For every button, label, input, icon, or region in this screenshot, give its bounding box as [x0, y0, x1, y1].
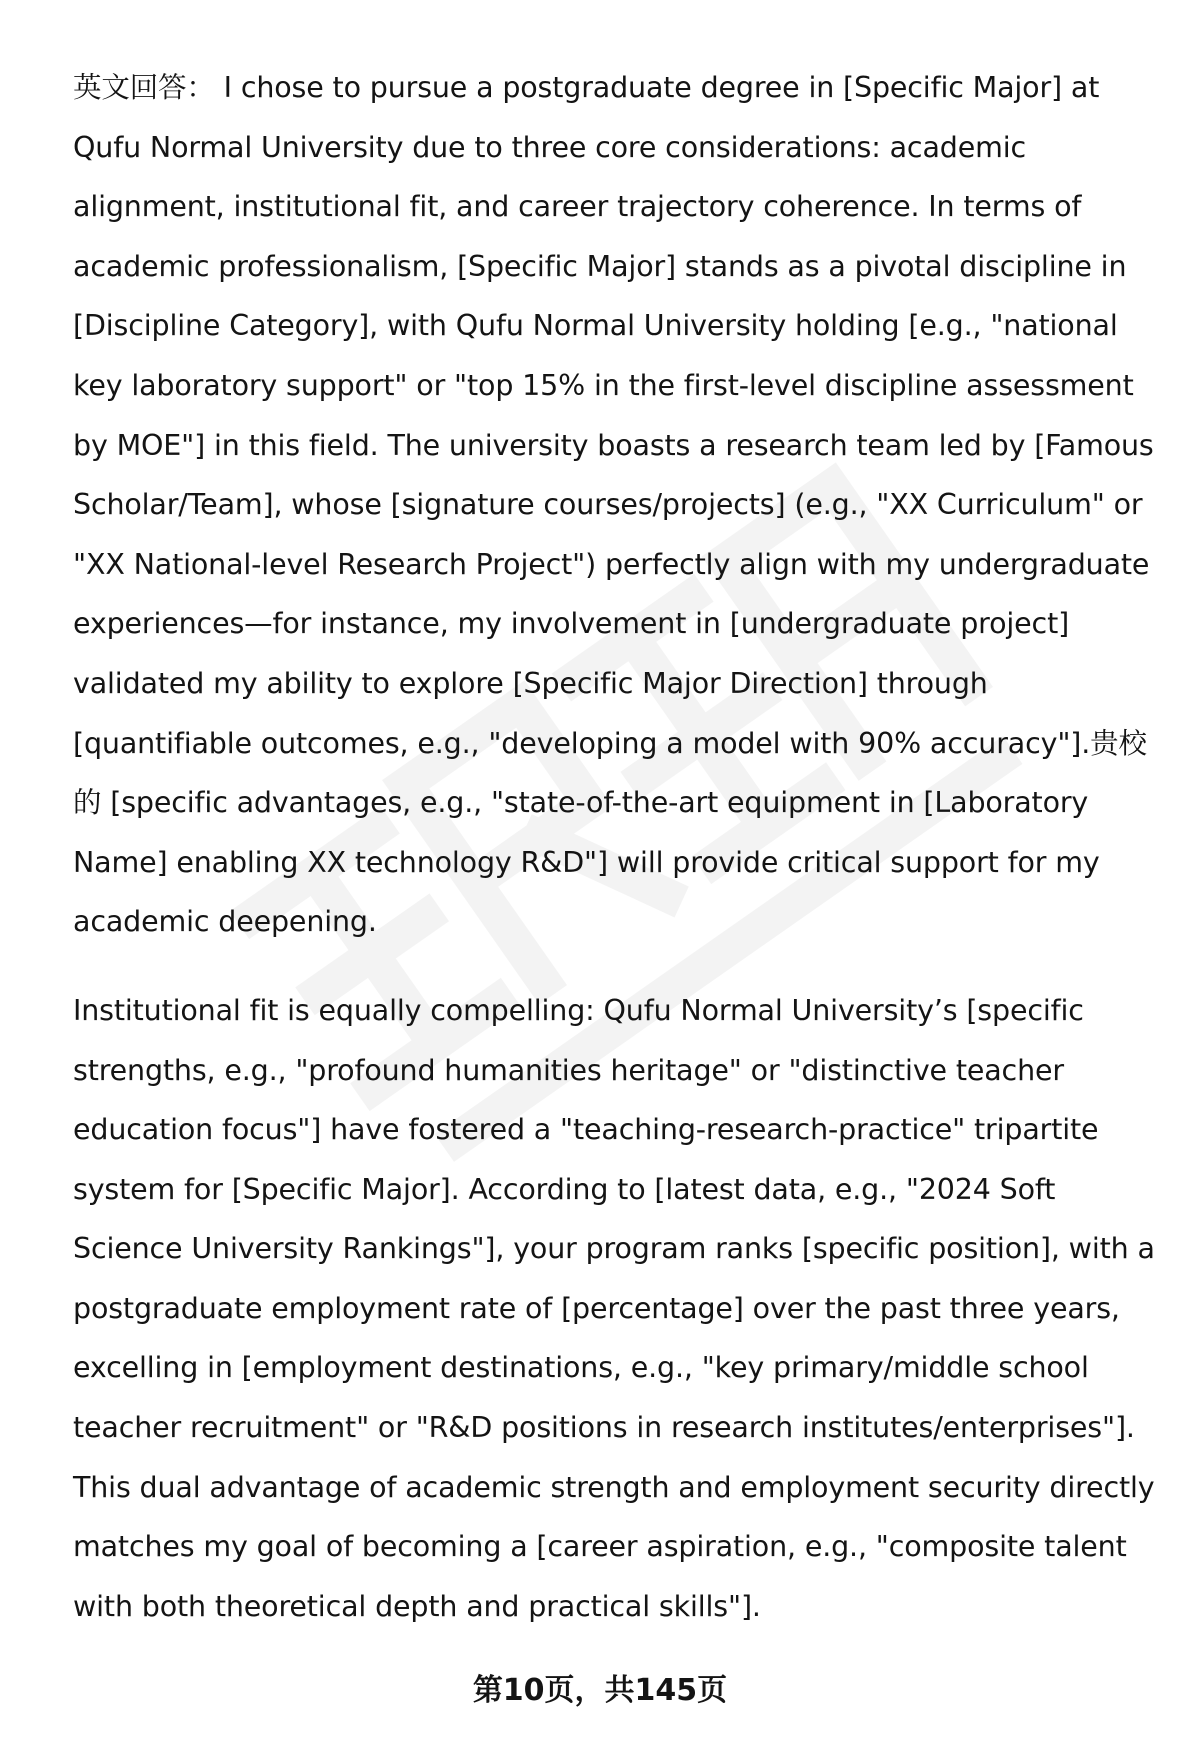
answer-label: 英文回答：: [73, 71, 215, 104]
page-number: 第10页，共145页: [472, 1673, 728, 1708]
document-body: [73, 58, 1158, 1636]
paragraph-2: Institutional fit is equally compelling: Qufu Normal University’s [specific strengths, e.g., "profound humanities heritage" or "distinctive teacher education focus"] have fostered a "teaching-research-practice" tripartite system for [Specific Major]. According to [latest data, e.g., "2024 Soft Science University Rankings"], your program ranks [specific position], with a postgraduate employment rate of [percentage] over the past three years, excelling in [employment destinations, e.g., "key primary/middle school teacher recruitment" or "R&D positions in research institutes/enterprises"]. This dual advantage of academic strength and employment security directly matches my goal of becoming a [career aspiration, e.g., "composite talent with both theoretical depth and practical skills"].: [73, 993, 1155, 1623]
paragraph-1: [73, 58, 1158, 952]
paragraph-1-text: I chose to pursue a postgraduate degree in [Specific Major] at Qufu Normal University due to three core considerations: academic alignment, institutional fit, and career trajectory coherence. In terms of academic professionalism, [Specific Major] stands as a pivotal discipline in [Discipline Category], with Qufu Normal University holding [e.g., "national key laboratory support" or "top 15% in the first-level discipline assessment by MOE"] in this field. The university boasts a research team led by [Famous Scholar/Team], whose [signature courses/projects] (e.g., "XX Curriculum" or "XX National-level Research Project") perfectly align with my undergraduate experiences—for instance, my involvement in [undergraduate project] validated my ability to explore [Specific Major Direction] through [quantifiable outcomes, e.g., "developing a model with 90% accuracy"].贵校的 [specific advantages, e.g., "state-of-the-art equipment in [Laboratory Name] enabling XX technology R&D"] will provide critical support for my academic deepening.: [73, 71, 1154, 939]
